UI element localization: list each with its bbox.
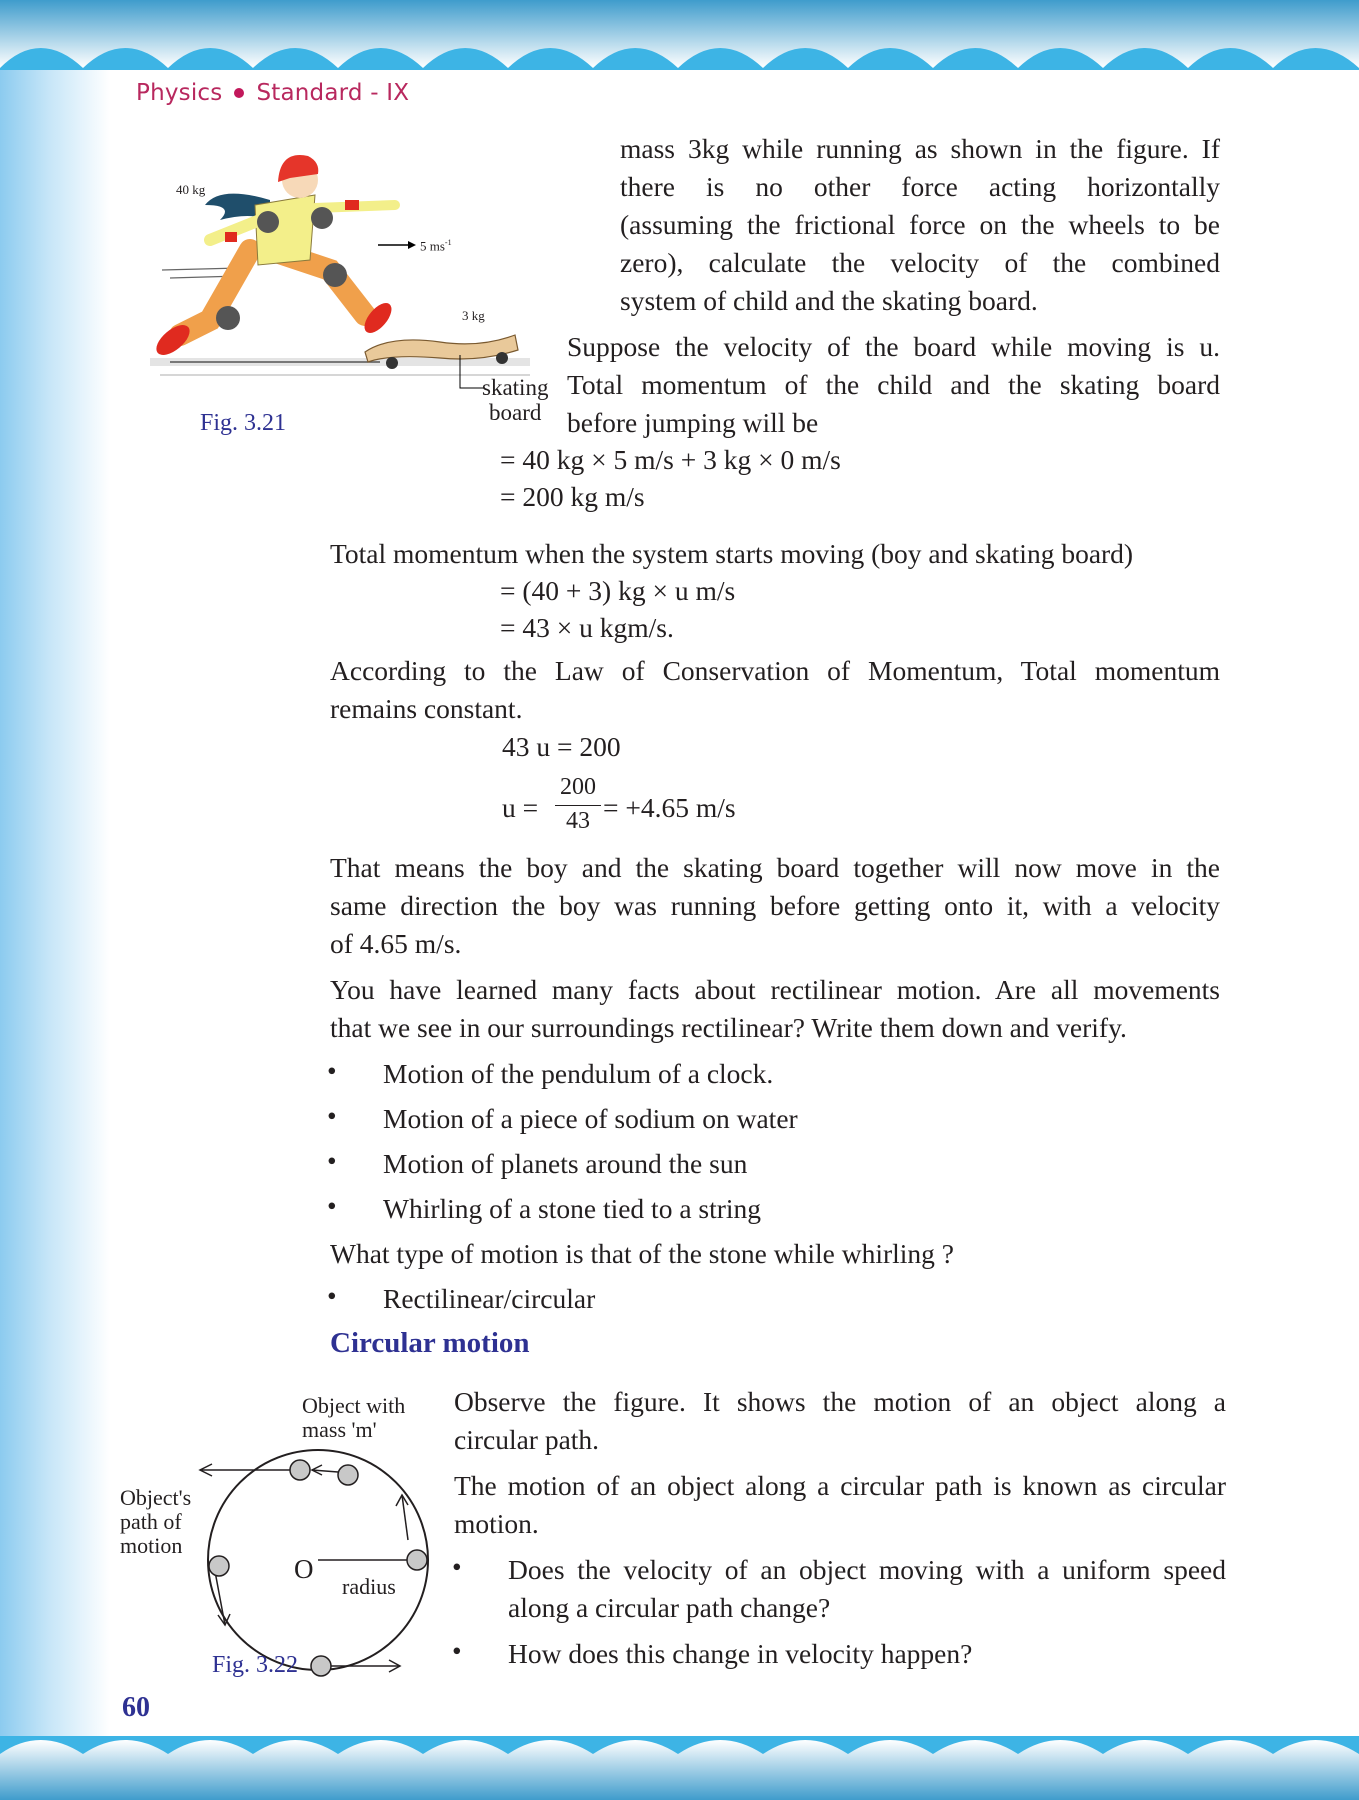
page-number: 60 xyxy=(122,1692,150,1723)
text-line: remains constant. xyxy=(330,693,523,724)
standard-label: Standard - IX xyxy=(256,80,410,106)
board-mass-label: 3 kg xyxy=(462,308,485,323)
text-line: that we see in our surroundings rectilinear? Write them down and verify. xyxy=(330,1012,1127,1043)
path-label xyxy=(120,1486,191,1558)
text-line: That means the boy and the skating board together will now move in the xyxy=(330,852,1220,883)
object-mass-label xyxy=(302,1394,405,1442)
whirling-question: What type of motion is that of the stone while whirling ? xyxy=(330,1238,954,1269)
skating-board-label xyxy=(482,375,548,425)
text-line: there is no other force acting horizontally xyxy=(620,171,1220,202)
path-label-line-2: path of xyxy=(120,1509,182,1534)
velocity-value: 5 ms xyxy=(420,238,445,254)
text-line: mass 3kg while running as shown in the figure. If xyxy=(620,133,1220,164)
subject-label: Physics xyxy=(136,80,223,106)
bullet-dot-icon: • xyxy=(327,1055,337,1086)
text-line: same direction the boy was running before getting onto it, with a velocity xyxy=(330,890,1220,921)
bottom-wave-band xyxy=(0,1736,1359,1800)
list-item: Motion of planets around the sun xyxy=(383,1148,748,1179)
text-line: before jumping will be xyxy=(567,407,819,438)
equation-line: = (40 + 3) kg × u m/s xyxy=(500,575,736,606)
bullet-dot-icon: • xyxy=(327,1190,337,1221)
bullet-dot-icon xyxy=(234,88,244,98)
list-item: Motion of a piece of sodium on water xyxy=(383,1103,798,1134)
bullet-dot-icon: • xyxy=(452,1635,462,1666)
list-item: Whirling of a stone tied to a string xyxy=(383,1193,762,1224)
object-label-line-2: mass 'm' xyxy=(302,1417,377,1442)
list-item: Does the velocity of an object moving with a uniform speed xyxy=(508,1554,1226,1585)
path-label-line-1: Object's xyxy=(120,1485,192,1510)
bullet-dot-icon: • xyxy=(327,1280,337,1311)
text-line: motion. xyxy=(454,1508,539,1539)
answer-option: Rectilinear/circular xyxy=(383,1283,596,1314)
board-label-line-1: skating xyxy=(482,375,549,400)
fraction-numerator: 200 xyxy=(560,774,596,800)
radius-label: radius xyxy=(342,1574,396,1599)
list-item: How does this change in velocity happen? xyxy=(508,1638,973,1669)
object-label-line-1: Object with xyxy=(302,1393,406,1418)
section-heading-circular-motion: Circular motion xyxy=(330,1327,530,1359)
text-line: Suppose the velocity of the board while moving is u. xyxy=(567,331,1220,362)
center-label: O xyxy=(294,1554,314,1584)
child-mass-label: 40 kg xyxy=(176,182,206,197)
text-line: According to the Law of Conservation of Momentum, Total momentum xyxy=(330,655,1220,686)
list-item: Motion of the pendulum of a clock. xyxy=(383,1058,774,1089)
u-result: = +4.65 m/s xyxy=(603,792,736,823)
velocity-label xyxy=(420,238,452,254)
bullet-dot-icon: • xyxy=(327,1145,337,1176)
list-item-continuation: along a circular path change? xyxy=(508,1592,831,1623)
figure-3-22-caption: Fig. 3.22 xyxy=(212,1652,299,1678)
fraction-denominator: 43 xyxy=(566,808,590,834)
u-equals: u = xyxy=(502,792,539,823)
text-line: circular path. xyxy=(454,1424,600,1455)
top-wave-band xyxy=(0,0,1359,70)
path-label-line-3: motion xyxy=(120,1533,183,1558)
bullet-dot-icon: • xyxy=(327,1100,337,1131)
text-line: (assuming the frictional force on the wheels to be xyxy=(620,209,1220,240)
total-momentum-moving-text: Total momentum when the system starts moving (boy and skating board) xyxy=(330,538,1134,569)
left-margin-gradient xyxy=(0,0,110,1800)
text-line: The motion of an object along a circular path is known as circular xyxy=(454,1470,1226,1501)
text-line: zero), calculate the velocity of the combined xyxy=(620,247,1220,278)
equation-line: = 43 × u kgm/s. xyxy=(500,612,674,643)
running-header xyxy=(136,80,409,106)
equation-43u: 43 u = 200 xyxy=(502,731,621,762)
text-line: You have learned many facts about rectilinear motion. Are all movements xyxy=(330,974,1220,1005)
text-line: Total momentum of the child and the skating board xyxy=(567,369,1220,400)
board-label-line-2: board xyxy=(489,400,542,425)
equation-line: = 200 kg m/s xyxy=(500,481,645,512)
equation-line: = 40 kg × 5 m/s + 3 kg × 0 m/s xyxy=(500,444,841,475)
velocity-exponent: -1 xyxy=(444,238,452,247)
text-line: Observe the figure. It shows the motion of an object along a xyxy=(454,1386,1226,1417)
figure-3-21-caption: Fig. 3.21 xyxy=(200,410,287,436)
bullet-dot-icon: • xyxy=(452,1551,462,1582)
text-line: of 4.65 m/s. xyxy=(330,928,462,959)
text-line: system of child and the skating board. xyxy=(620,285,1038,316)
fraction-bar xyxy=(555,805,601,806)
